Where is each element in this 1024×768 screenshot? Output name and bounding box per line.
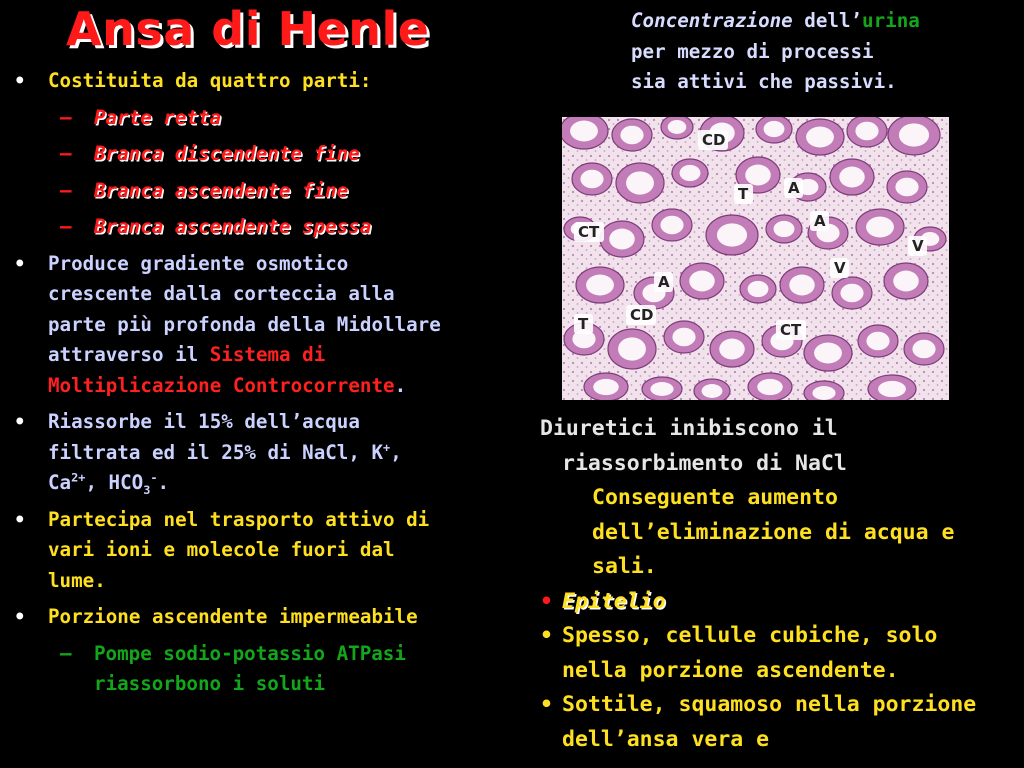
- tubule-lumen: [580, 170, 603, 189]
- bullet-dot: •: [14, 410, 26, 433]
- consequence-text: Conseguente aumento dell’eliminazione di acqua e sali.: [592, 485, 955, 579]
- bullet-dot: •: [14, 251, 26, 275]
- part-label: Branca discendente fine: [94, 142, 360, 165]
- tubule-lumen: [668, 120, 687, 134]
- tubule-lumen: [912, 340, 935, 359]
- tubule-lumen: [878, 381, 906, 397]
- part-label: Branca ascendente spessa: [94, 215, 372, 238]
- dash-marker: –: [60, 142, 72, 165]
- tubule-lumen: [680, 165, 701, 181]
- tubule-lumen: [814, 343, 842, 364]
- concentration-line2: per mezzo di processi: [631, 39, 874, 63]
- bullet-dot: •: [14, 507, 26, 531]
- bullet-gradient: [14, 249, 460, 402]
- tubule-lumen: [895, 178, 918, 197]
- bullet-composition: [14, 66, 460, 97]
- micrograph-label: V: [912, 237, 924, 255]
- micrograph-label: A: [788, 179, 800, 197]
- micrograph-label: CD: [630, 306, 654, 324]
- dash-marker: –: [60, 215, 72, 238]
- tubule-lumen: [774, 221, 795, 237]
- tubule-lumen: [702, 384, 723, 398]
- bullet-dot: •: [14, 605, 26, 628]
- gradient-end: .: [394, 373, 407, 397]
- histology-micrograph: [562, 117, 949, 400]
- of-word: dell’: [792, 9, 863, 32]
- tubule-lumen: [812, 386, 835, 400]
- tubule-lumen: [593, 379, 619, 395]
- reabsorb-text-c: , HCO: [85, 471, 144, 494]
- bullet-thin: [540, 688, 1010, 757]
- bullet-dot: •: [540, 588, 553, 614]
- micrograph-image: [562, 117, 949, 400]
- urine-word: urina: [862, 9, 920, 32]
- bullet-dot: •: [540, 623, 553, 648]
- part-item: [14, 103, 460, 134]
- left-column: [14, 66, 460, 706]
- tubule-lumen: [757, 379, 783, 395]
- micrograph-label: A: [658, 273, 670, 291]
- tubule-lumen: [806, 127, 834, 148]
- tubule-lumen: [789, 275, 815, 296]
- tubule-lumen: [609, 229, 635, 250]
- part-label: Parte retta: [94, 105, 222, 129]
- tubule-lumen: [893, 271, 919, 292]
- epithelium-heading: Epitelio: [562, 588, 666, 614]
- bullet-ascending: [14, 602, 460, 633]
- dash-marker: –: [60, 178, 72, 202]
- concentration-line3: sia attivi che passivi.: [631, 70, 897, 93]
- thick-epithelium-text: Spesso, cellule cubiche, solo nella porzione ascendente.: [562, 623, 938, 683]
- reabsorb-text-d: .: [157, 471, 170, 494]
- dash-marker: –: [60, 105, 72, 129]
- diuretics-line1: Diuretici inibiscono il: [540, 416, 838, 441]
- reabsorb-text-b: , Ca: [48, 440, 402, 494]
- tubule-lumen: [855, 122, 878, 141]
- pumps-text: Pompe sodio-potassio ATPasi riassorbono i soluti: [94, 641, 406, 695]
- countercurrent-highlight: Sistema di Moltiplicazione Controcorrente: [48, 343, 395, 397]
- micrograph-label: CT: [780, 321, 802, 339]
- tubule-lumen: [866, 332, 889, 351]
- tubule-lumen: [764, 121, 785, 137]
- bullet-dot: •: [540, 692, 553, 717]
- tubule-lumen: [672, 328, 695, 347]
- calcium-charge: 2+: [71, 470, 86, 485]
- ascending-text: Porzione ascendente impermeabile: [48, 605, 418, 628]
- tubule-lumen: [748, 281, 769, 297]
- micrograph-label: CT: [578, 223, 600, 241]
- pumps-item: [14, 639, 460, 700]
- micrograph-label: A: [814, 212, 826, 230]
- tubule-lumen: [660, 216, 683, 235]
- bicarbonate-subscript: 3: [143, 482, 151, 497]
- tubule-lumen: [745, 165, 771, 186]
- tubule-lumen: [570, 121, 598, 142]
- micrograph-label: CD: [702, 131, 726, 149]
- tubule-lumen: [618, 337, 646, 360]
- tubule-lumen: [650, 382, 673, 396]
- tubule-lumen: [717, 223, 747, 246]
- bullet-epithelium: [540, 585, 1010, 620]
- right-bottom-text: [540, 412, 1010, 757]
- micrograph-label: V: [834, 259, 846, 277]
- part-item: [14, 139, 460, 170]
- transport-text: Partecipa nel trasporto attivo di vari ioni e molecole fuori dal lume.: [48, 507, 430, 592]
- bullet-thick: [540, 619, 1010, 688]
- gradient-text: Produce gradiente osmotico crescente dalla corteccia alla parte più profonda della Midollare attraverso il: [48, 251, 441, 366]
- thin-epithelium-text: Sottile, squamoso nella porzione dell’ansa vera e: [562, 692, 977, 752]
- bullet-reabsorption: [14, 407, 460, 499]
- tubule-lumen: [840, 284, 863, 303]
- tubule-lumen: [839, 167, 865, 188]
- tubule-lumen: [626, 171, 654, 194]
- diuretics-line2: riassorbimento di NaCl: [562, 450, 847, 476]
- part-label: Branca ascendente fine: [94, 178, 349, 202]
- micrograph-label: T: [738, 185, 749, 203]
- tubule-lumen: [620, 126, 643, 145]
- bullet-transport: [14, 505, 460, 597]
- concentration-word: Concentrazione: [631, 9, 793, 32]
- composition-intro: Costituita da quattro parti:: [48, 69, 372, 92]
- dash-marker: –: [60, 641, 72, 665]
- bicarbonate-charge: -: [150, 470, 158, 485]
- part-item: [14, 212, 460, 243]
- concentration-note: [631, 6, 1011, 98]
- part-item: [14, 176, 460, 207]
- tubule-lumen: [586, 275, 614, 296]
- concentration-line1: [631, 6, 1011, 37]
- reabsorb-text-a: Riassorbe il 15% dell’acqua filtrata ed il 25% di NaCl, K: [48, 410, 384, 464]
- potassium-charge: +: [383, 440, 391, 455]
- tubule-lumen: [866, 217, 894, 238]
- slide-title: Ansa di Henle: [66, 2, 430, 56]
- tubule-lumen: [719, 339, 745, 360]
- micrograph-label: T: [578, 315, 589, 333]
- tubule-lumen: [689, 271, 715, 292]
- bullet-dot: •: [14, 69, 26, 92]
- tubule-lumen: [899, 123, 929, 146]
